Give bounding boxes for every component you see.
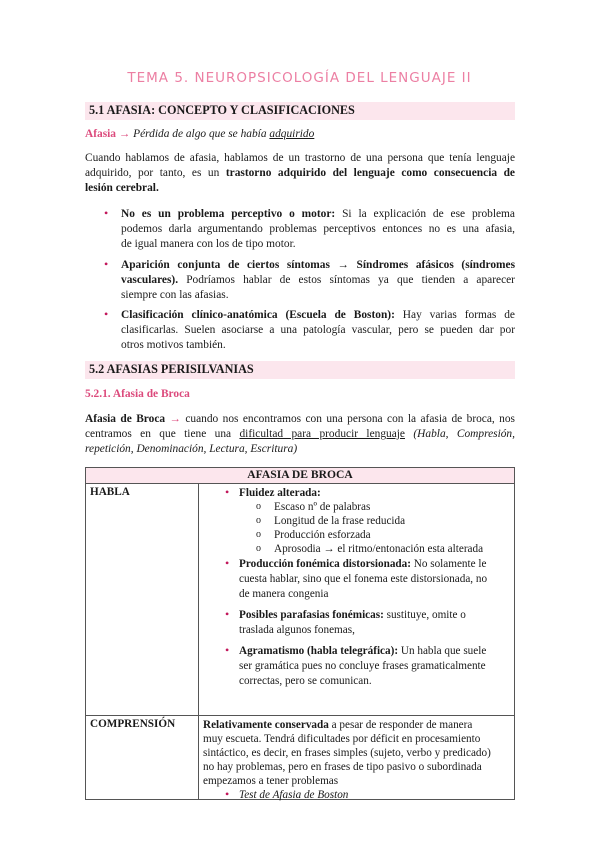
paragraph-underlined-text: dificultad para producir lenguaje (239, 428, 405, 440)
bullet-bold-text: No es un problema perceptivo o motor: (121, 208, 336, 220)
section-heading-text: 5.1 AFASIA: CONCEPTO Y CLASIFICACIONES (89, 103, 355, 117)
paragraph-text: centramos en que tiene una (85, 428, 232, 440)
cell-text: Aprosodia → el ritmo/entonación esta alterada (274, 543, 484, 555)
bullet-icon: • (104, 206, 109, 220)
paragraph-italic-text: repetición, Denominación, Lectura, Escritura) (85, 443, 298, 455)
paragraph-bold-text: Afasia de Broca (85, 413, 166, 425)
circle-bullet-icon: o (256, 529, 261, 540)
circle-bullet-icon: o (256, 543, 261, 554)
bullet-line (121, 308, 515, 324)
subsection-heading: 5.2.1. Afasia de Broca (85, 388, 190, 400)
bullet-text: otros motivos también. (121, 339, 226, 351)
bullet-bold-text: Clasificación clínico-anatómica (Escuela de Boston): (121, 309, 395, 321)
bullet-icon: • (225, 607, 230, 621)
cell-bold-text: Posibles parafasias fonémicas: (239, 609, 384, 621)
bullet-line (121, 273, 515, 289)
paragraph-line (85, 166, 515, 182)
cell-text: No solamente le (413, 558, 487, 570)
arrow-icon: → (169, 413, 181, 425)
bullet-text: Hay varias formas de (402, 309, 515, 321)
paragraph-bold-text: lesión cerebral. (85, 182, 159, 194)
cell-text: Longitud de la frase reducida (274, 515, 406, 527)
cell-bold-text: Producción fonémica distorsionada: (239, 558, 411, 570)
bullet-line (121, 207, 515, 223)
paragraph-bold-text: trastorno adquirido del lenguaje como consecuencia de (225, 167, 515, 179)
section-heading-5-1 (85, 102, 515, 120)
bullet-icon: • (104, 307, 109, 321)
paragraph-line (85, 427, 515, 443)
cell-text: sintáctico, es decir, en frases simples (sujeto, verbo y predicado) (203, 747, 491, 759)
section-heading-5-2 (85, 361, 515, 379)
cell-bold-text: Fluidez alterada: (239, 487, 321, 499)
bullet-icon: • (225, 556, 230, 570)
table-row (86, 716, 515, 800)
bullet-bold-text: vasculares). (121, 274, 179, 286)
cell-text: Producción esforzada (274, 529, 371, 541)
arrow-icon: → (118, 128, 131, 140)
row-label-comprension: COMPRENSIÓN (86, 716, 199, 800)
cell-text: empezamos a tener problemas (203, 775, 339, 787)
cell-line (239, 644, 486, 659)
cell-line (239, 608, 466, 623)
paragraph-text: cuando nos encontramos con una persona con la afasia de broca, nos (185, 413, 515, 425)
cell-text: Un habla que suele (400, 645, 487, 657)
row-content-habla (199, 484, 515, 716)
bullet-line (121, 323, 515, 339)
cell-text: sustituye, omite o (386, 609, 466, 621)
section-heading-text: 5.2 AFASIAS PERISILVANIAS (89, 362, 254, 376)
cell-bold-text: Agramatismo (habla telegráfica): (239, 645, 399, 657)
definition-underlined: adquirido (269, 128, 315, 140)
bullet-bold-text: Aparición conjunta de ciertos síntomas → Síndromes afásicos (síndromes (121, 259, 515, 271)
bullet-line (121, 258, 515, 274)
cell-italic-text: Test de Afasia de Boston (239, 789, 349, 801)
bullet-text: siempre con las afasias. (121, 289, 229, 301)
cell-text: Escaso nº de palabras (274, 501, 371, 513)
bullet-icon: • (225, 485, 230, 499)
cell-bold-text: Relativamente conservada (203, 719, 329, 731)
cell-text: no hay problemas, pero en frases de tipo pasivo o subordinada (203, 761, 482, 773)
cell-text: de manera congenia (239, 588, 329, 600)
bullet-text: podemos darla argumentando problemas perceptivos entonces no es una afasia, (121, 223, 515, 235)
page-title: TEMA 5. NEUROPSICOLOGÍA DEL LENGUAJE II (127, 70, 472, 86)
bullet-line (121, 338, 515, 354)
paragraph-text: adquirido, por tanto, es un (85, 167, 220, 179)
definition-line (85, 127, 515, 143)
paragraph-text: Cuando hablamos de afasia, hablamos de un trastorno de una persona que tenía lenguaje (85, 152, 515, 164)
cell-text: a pesar de responder de manera (331, 719, 473, 731)
bullet-text: de igual manera con los de tipo motor. (121, 238, 296, 250)
circle-bullet-icon: o (256, 501, 261, 512)
bullet-icon: • (104, 257, 109, 271)
bullet-icon: • (225, 643, 230, 657)
definition-term: Afasia (85, 128, 117, 140)
bullet-line (121, 222, 515, 238)
row-content-comprension (199, 716, 515, 800)
paragraph-line (85, 151, 515, 167)
paragraph-italic-text: (Habla, Compresión, (413, 428, 515, 440)
broca-table (85, 467, 515, 800)
cell-text: correctas, pero se comunican. (239, 675, 372, 687)
paragraph-line (85, 412, 515, 428)
bullet-text: Podríamos hablar de estos síntomas ya que tienden a aparecer (186, 274, 515, 286)
bullet-line (121, 237, 515, 253)
circle-bullet-icon: o (256, 515, 261, 526)
cell-line (203, 718, 472, 733)
cell-text: muy escueta. Tendrá dificultades por déficit en procesamiento (203, 733, 481, 745)
bullet-text: clasificarlas. Suelen asociarse a una patología vascular, pero se pueden dar por (121, 324, 515, 336)
table-row (86, 484, 515, 716)
bullet-line (121, 288, 515, 304)
cell-text: cuesta hablar, sino que el fonema este distorsionada, no (239, 573, 488, 585)
paragraph-line (85, 181, 515, 197)
cell-text: traslada algunos fonemas, (239, 624, 355, 636)
paragraph-line (85, 442, 515, 458)
bullet-icon: • (225, 787, 230, 801)
bullet-text: Si la explicación de ese problema (342, 208, 515, 220)
cell-line (239, 557, 486, 572)
definition-text: Pérdida de algo que se había (133, 128, 267, 140)
cell-text: ser gramática pues no concluye frases gramaticalmente (239, 660, 486, 672)
row-label-habla: HABLA (86, 484, 199, 716)
table-header: AFASIA DE BROCA (86, 468, 515, 484)
